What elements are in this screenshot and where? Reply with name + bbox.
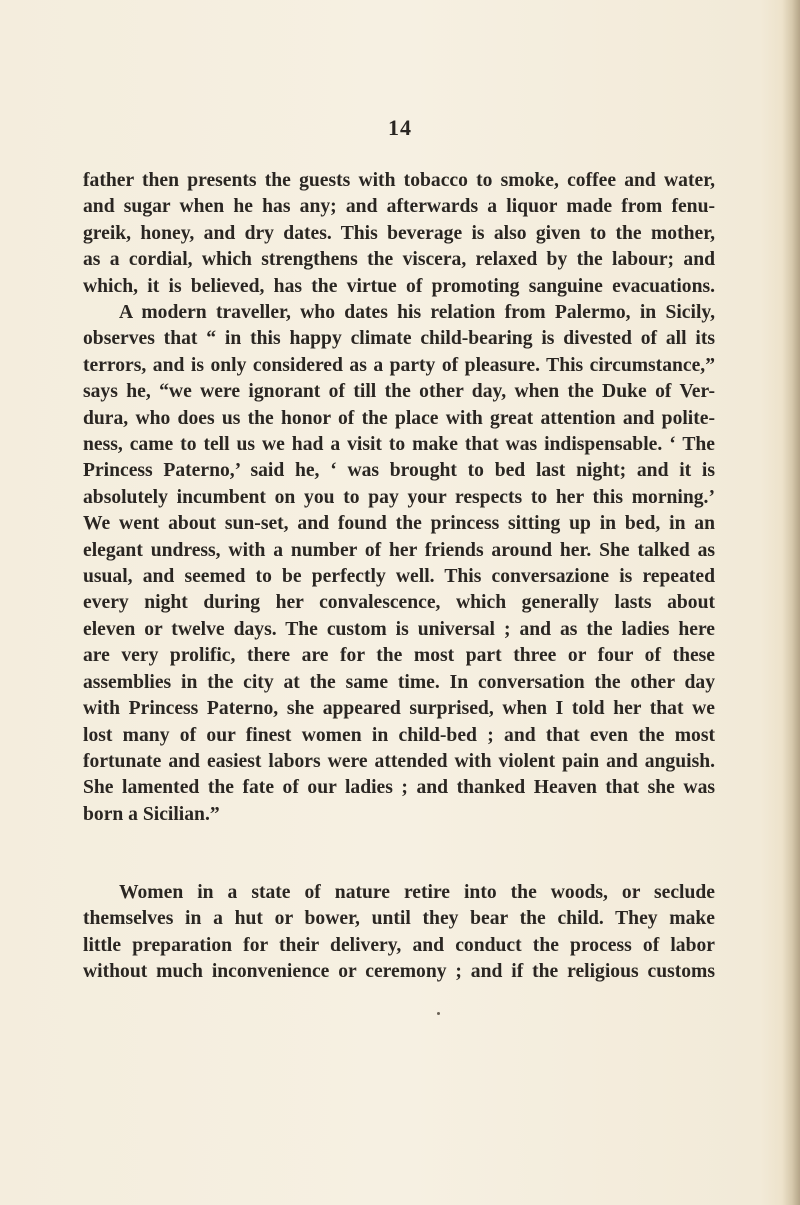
text-line: A modern traveller, who dates his relation from Palermo, in Sicily, <box>119 302 715 323</box>
text-line: usual, and seemed to be perfectly well. This conversazione is repeated <box>83 566 715 588</box>
text-line: Women in a state of nature retire into the woods, or seclude <box>119 882 715 903</box>
paragraph-1 <box>83 168 715 300</box>
text-line: themselves in a hut or bower, until they bear the child. They make <box>83 908 715 930</box>
text-line: with Princess Paterno, she appeared surprised, when I told her that we <box>83 698 715 720</box>
text-line: are very prolific, there are for the most part three or four of these <box>83 645 715 667</box>
ink-speck <box>437 1012 440 1015</box>
page-edge-shadow <box>782 0 800 1205</box>
text-line: She lamented the fate of our ladies ; and thanked Heaven that she was <box>83 777 715 799</box>
page-number: 14 <box>388 115 412 140</box>
text-line: without much inconvenience or ceremony ; and if the religious customs <box>83 961 715 983</box>
text-line: fortunate and easiest labors were attended with violent pain and anguish. <box>83 750 715 772</box>
text-line: lost many of our finest women in child-bed ; and that even the most <box>83 724 715 746</box>
text-line: little preparation for their delivery, and conduct the process of labor <box>83 934 715 956</box>
text-line: terrors, and is only considered as a party of pleasure. This circumstance,” <box>83 354 715 376</box>
text-line: greik, honey, and dry dates. This beverage is also given to the mother, <box>83 222 715 244</box>
text-line: says he, “we were ignorant of till the other day, when the Duke of Ver- <box>83 381 715 403</box>
paragraph-2 <box>83 300 715 828</box>
text-line: and sugar when he has any; and afterwards a liquor made from fenu- <box>83 196 715 218</box>
text-line: father then presents the guests with tobacco to smoke, coffee and water, <box>83 170 715 191</box>
text-line: as a cordial, which strengthens the viscera, relaxed by the labour; and <box>83 249 715 271</box>
text-line: We went about sun-set, and found the princess sitting up in bed, in an <box>83 513 715 535</box>
text-line: eleven or twelve days. The custom is universal ; and as the ladies here <box>83 618 715 640</box>
paragraph-3 <box>83 880 715 986</box>
text-line: assemblies in the city at the same time. In conversation the other day <box>83 671 715 693</box>
text-line: every night during her convalescence, which generally lasts about <box>83 592 715 614</box>
text-line: elegant undress, with a number of her friends around her. She talked as <box>83 539 715 561</box>
text-line: observes that “ in this happy climate child-bearing is divested of all its <box>83 328 715 350</box>
text-line: dura, who does us the honor of the place with great attention and polite- <box>83 407 715 429</box>
text-line: ness, came to tell us we had a visit to make that was indispensable. ‘ The <box>83 434 715 456</box>
text-line: born a Sicilian.” <box>83 803 220 825</box>
text-line: absolutely incumbent on you to pay your respects to her this morning.’ <box>83 486 715 508</box>
text-line: Princess Paterno,’ said he, ‘ was brought to bed last night; and it is <box>83 460 715 482</box>
text-line: which, it is believed, has the virtue of promoting sanguine evacuations. <box>83 275 715 297</box>
